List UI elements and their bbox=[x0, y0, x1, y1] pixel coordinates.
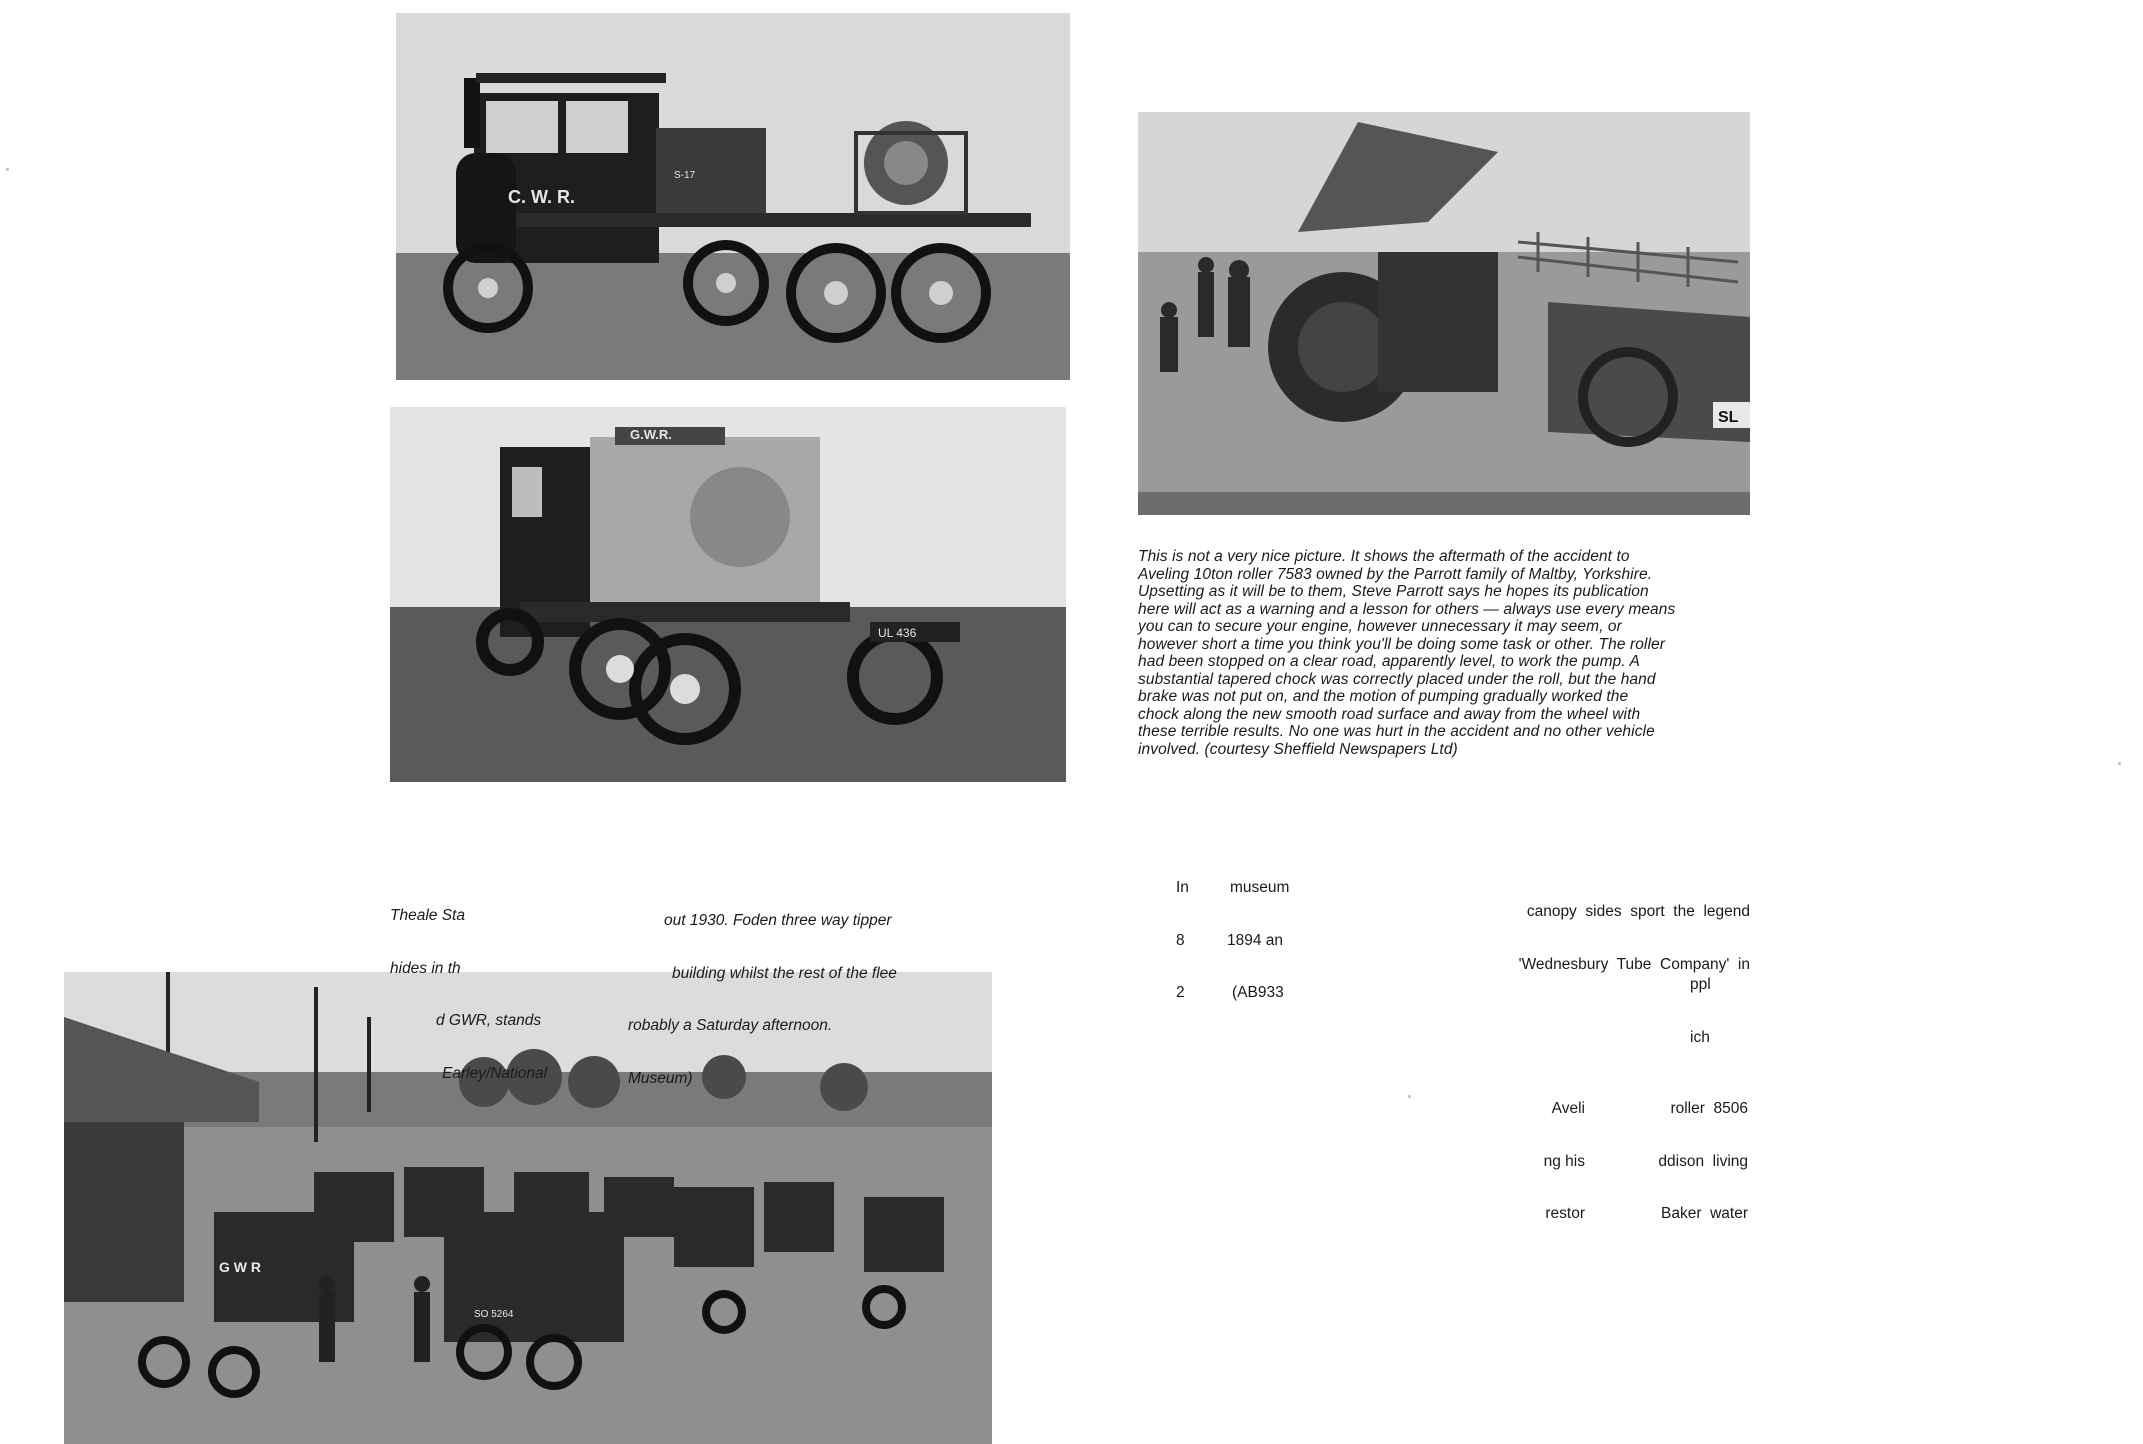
caption-line: you can to secure your engine, however unnecessary it may seem, or bbox=[1138, 618, 1622, 635]
fragment-line: roller 8506 bbox=[1670, 1100, 1748, 1117]
fragment-line: (AB933 bbox=[1232, 984, 1284, 1001]
fragment-line: 'Wednesbury Tube Company' in bbox=[1518, 955, 1750, 973]
scan-speck bbox=[6, 168, 9, 171]
caption-line: brake was not put on, and the motion of pumping gradually worked the bbox=[1138, 688, 1629, 705]
fragment-line: ppl bbox=[1690, 976, 1711, 993]
aveling-fragment-right bbox=[1640, 1065, 1748, 1240]
fragment-line: building whilst the rest of the flee bbox=[672, 964, 897, 982]
accident-caption bbox=[1138, 548, 1758, 758]
svg-text:SL: SL bbox=[1718, 409, 1739, 426]
fragment-line: ng his bbox=[1543, 1152, 1585, 1170]
theale-caption-fragment bbox=[390, 872, 547, 1100]
caption-line: substantial tapered chock was correctly placed under the roll, but the hand bbox=[1138, 670, 1656, 688]
svg-text:G W R: G W R bbox=[219, 1259, 261, 1275]
fragment-line: d GWR, stands bbox=[436, 1012, 542, 1029]
fragment-line: restor bbox=[1545, 1205, 1585, 1222]
fragment-line: robably a Saturday afternoon. bbox=[628, 1017, 833, 1034]
fragment-line: hides in th bbox=[390, 959, 461, 977]
caption-line: This is not a very nice picture. It shows the aftermath of the accident to bbox=[1138, 548, 1630, 565]
svg-text:S-17: S-17 bbox=[674, 170, 696, 181]
svg-text:G.W.R.: G.W.R. bbox=[630, 427, 672, 442]
fragment-line: Earley/National bbox=[442, 1064, 548, 1082]
accident-roller-illustration bbox=[1138, 112, 1750, 515]
steam-wagon-photo bbox=[396, 13, 1070, 380]
museum-fragment-left bbox=[1176, 844, 1189, 1019]
fragment-line: Aveli bbox=[1551, 1100, 1585, 1117]
ppl-fragment bbox=[1690, 941, 1711, 1064]
fragment-line: Theale Sta bbox=[390, 907, 465, 924]
caption-line: Upsetting as it will be to them, Steve Parrott says he hopes its publication bbox=[1138, 583, 1649, 600]
fragment-line: 1894 an bbox=[1227, 931, 1284, 949]
museum-fragment-right bbox=[1222, 844, 1289, 1019]
fragment-line: out 1930. Foden three way tipper bbox=[664, 912, 892, 929]
caption-line: involved. (courtesy Sheffield Newspapers Ltd) bbox=[1138, 740, 1458, 758]
aveling-fragment-left bbox=[1540, 1065, 1585, 1240]
fragment-line: In bbox=[1176, 879, 1189, 896]
caption-line: here will act as a warning and a lesson for others — always use every means bbox=[1138, 600, 1676, 618]
fragment-line: 2 bbox=[1176, 984, 1185, 1001]
fragment-line: ich bbox=[1690, 1028, 1710, 1046]
svg-text:C. W. R.: C. W. R. bbox=[508, 187, 575, 207]
caption-line: these terrible results. No one was hurt in the accident and no other vehicle bbox=[1138, 723, 1655, 740]
svg-text:UL 436: UL 436 bbox=[878, 626, 917, 640]
steam-wagon-illustration bbox=[396, 13, 1070, 380]
foden-caption-fragment bbox=[628, 877, 897, 1105]
svg-text:SO 5264: SO 5264 bbox=[474, 1309, 514, 1320]
fragment-line: museum bbox=[1230, 879, 1290, 896]
caption-line: chock along the new smooth road surface and away from the wheel with bbox=[1138, 705, 1641, 723]
scan-speck bbox=[1408, 1095, 1411, 1098]
fragment-line: ddison living bbox=[1658, 1152, 1748, 1170]
scan-speck bbox=[2118, 762, 2121, 765]
fragment-line: Museum) bbox=[628, 1069, 693, 1087]
caption-line: Aveling 10ton roller 7583 owned by the Parrott family of Maltby, Yorkshire. bbox=[1138, 565, 1653, 583]
fragment-line: canopy sides sport the legend bbox=[1526, 903, 1750, 920]
caption-line: however short a time you think you'll be doing some task or other. The roller bbox=[1138, 635, 1666, 653]
overturned-roller-photo bbox=[1138, 112, 1750, 515]
caption-line: had been stopped on a clear road, apparently level, to work the pump. A bbox=[1138, 653, 1640, 670]
crane-lorry-photo bbox=[390, 407, 1066, 782]
fragment-line: Baker water bbox=[1660, 1205, 1748, 1222]
crane-lorry-illustration bbox=[390, 407, 1066, 782]
fragment-line: 8 bbox=[1176, 931, 1185, 949]
